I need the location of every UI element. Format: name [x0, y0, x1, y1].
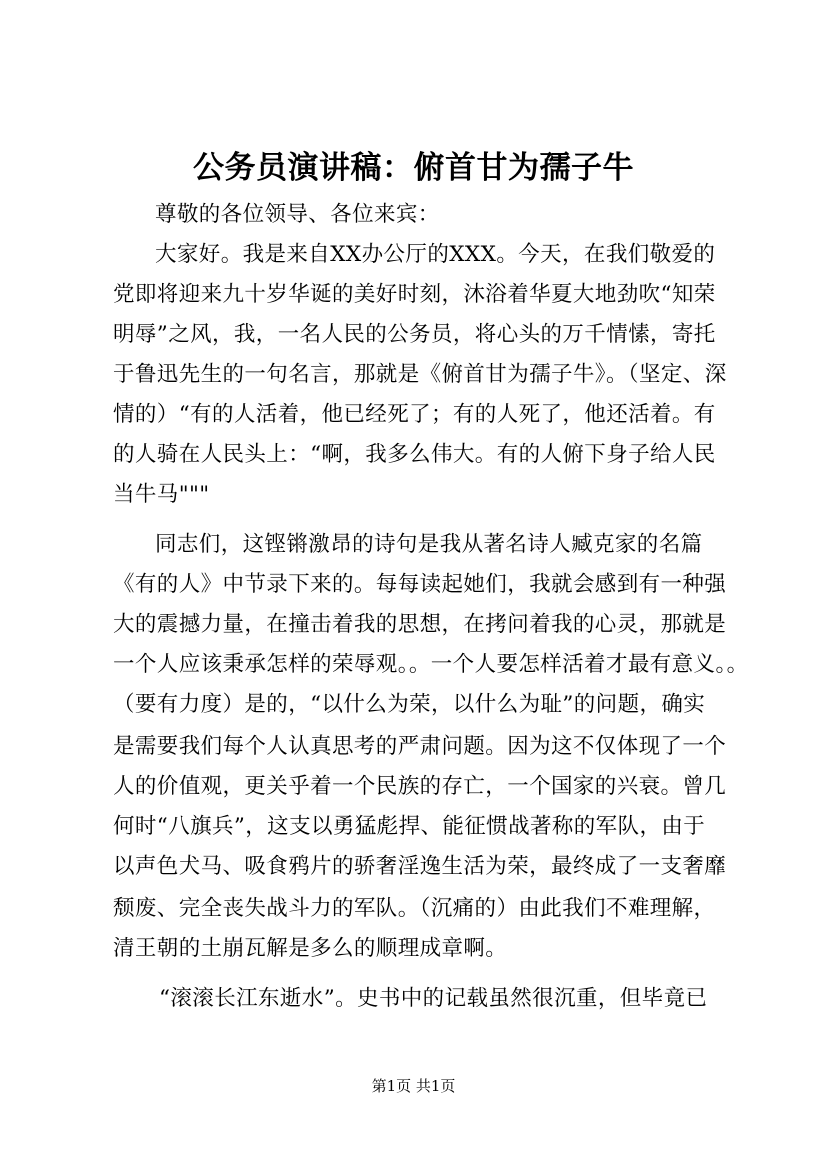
- paragraph-line: 的人骑在人民头上：“啊，我多么伟大。有的人俯下身子给人民: [113, 442, 716, 467]
- paragraph-line: 清王朝的土崩瓦解是多么的顺理成章啊。: [113, 936, 508, 961]
- page-title: 公务员演讲稿：俯首甘为孺子牛: [193, 150, 634, 186]
- paragraph-line: 一个人应该秉承怎样的荣辱观。。一个人要怎样活着才最有意义。。: [113, 652, 749, 677]
- paragraph-line: 人的价值观，更关乎着一个民族的存亡，一个国家的兴衰。曾几: [113, 774, 727, 799]
- paragraph-line: 何时“八旗兵”，这支以勇猛彪捍、能征惯战著称的军队，由于: [113, 814, 706, 839]
- paragraph-line: 明辱”之风，我，一名人民的公务员，将心头的万千情愫，寄托: [113, 322, 716, 347]
- paragraph-line: 大的震撼力量，在撞击着我的思想，在拷问着我的心灵，那就是: [113, 612, 727, 637]
- page-footer: 第1页 共1页: [371, 1077, 456, 1095]
- paragraph-line-salutation: 尊敬的各位领导、各位来宾：: [155, 202, 440, 227]
- paragraph-line: 同志们，这铿锵激昂的诗句是我从著名诗人臧克家的名篇: [155, 532, 703, 557]
- paragraph-line: 是需要我们每个人认真思考的严肃问题。因为这不仅体现了一个: [113, 734, 727, 759]
- paragraph-line: “滚滚长江东逝水”。史书中的记载虽然很沉重，但毕竟已: [159, 986, 708, 1011]
- paragraph-line: 情的）“有的人活着，他已经死了；有的人死了，他还活着。有: [113, 402, 716, 427]
- paragraph-line: 以声色犬马、吸食鸦片的骄奢淫逸生活为荣，最终成了一支奢靡: [113, 854, 727, 879]
- paragraph-line: 于鲁迅先生的一句名言，那就是《俯首甘为孺子牛》。（坚定、深: [113, 362, 727, 387]
- paragraph-line: 党即将迎来九十岁华诞的美好时刻，沐浴着华夏大地劲吹“知荣: [113, 282, 716, 307]
- paragraph-line: 当牛马""": [113, 482, 210, 507]
- paragraph-line: 《有的人》中节录下来的。每每读起她们，我就会感到有一种强: [113, 572, 727, 597]
- paragraph-line: （要有力度）是的，“以什么为荣，以什么为耻”的问题，确实: [113, 692, 706, 717]
- paragraph-line: 颓废、完全丧失战斗力的军队。（沉痛的）由此我们不难理解，: [113, 896, 716, 921]
- paragraph-line: 大家好。我是来自XX办公厅的XXX。今天，在我们敬爱的: [155, 242, 716, 267]
